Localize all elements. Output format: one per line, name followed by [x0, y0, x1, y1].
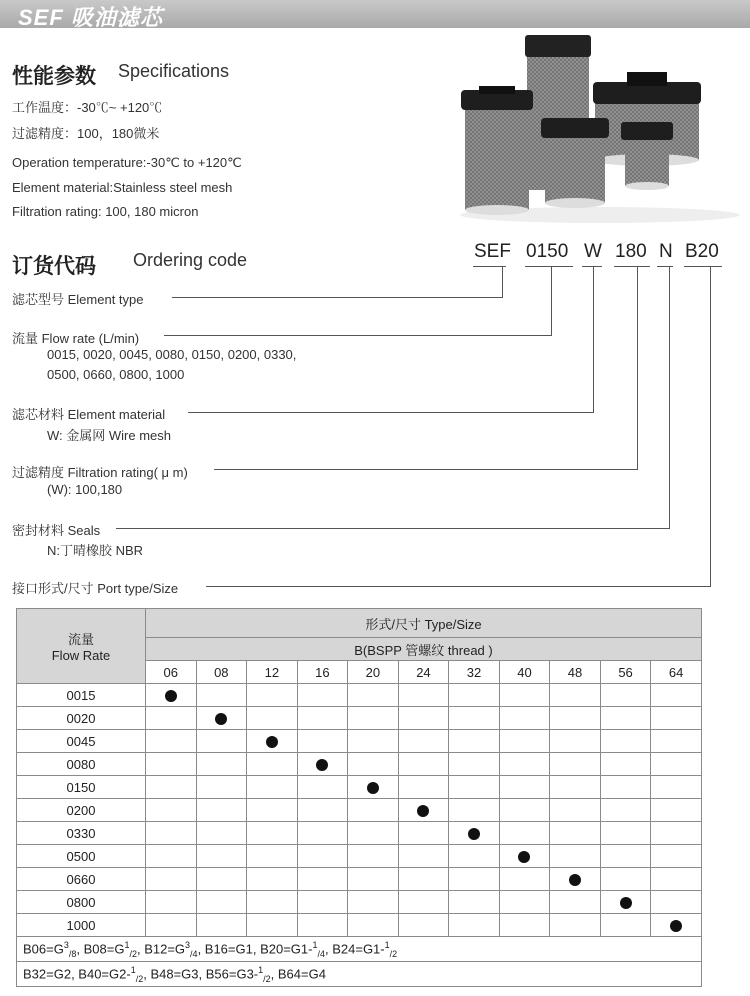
- label-material: 滤芯材料 Element material: [12, 407, 166, 422]
- size-cell: [297, 914, 348, 937]
- size-cell: [297, 845, 348, 868]
- flow-rate-header-en: Flow Rate: [51, 648, 111, 663]
- spec-line: 工作温度：-30℃~ +120℃: [12, 100, 163, 115]
- size-cell: [398, 891, 449, 914]
- code-part-sef: SEF: [474, 241, 511, 262]
- size-cell: [247, 822, 298, 845]
- availability-dot: [367, 782, 379, 794]
- size-cell: [196, 822, 247, 845]
- ordering-title-en: Ordering code: [133, 250, 248, 270]
- connector-line: [551, 266, 552, 335]
- spec-title-en: Specifications: [118, 61, 230, 81]
- size-cell: [550, 707, 601, 730]
- note-text: 1: [130, 964, 136, 975]
- flow-rate-cell: 0660: [17, 868, 146, 891]
- size-cell: [146, 730, 197, 753]
- code-underline: [657, 266, 673, 267]
- size-cell: [348, 799, 399, 822]
- size-cell: [550, 799, 601, 822]
- size-cell: [449, 776, 500, 799]
- thread-note-2: [17, 962, 702, 987]
- label-seals: 密封材料 Seals: [12, 523, 101, 538]
- size-cell: [449, 753, 500, 776]
- size-cell: [297, 707, 348, 730]
- header-bar: [0, 0, 750, 28]
- flow-values: 0500, 0660, 0800, 1000: [47, 367, 185, 382]
- code-part-seal: N: [659, 241, 673, 262]
- flow-rate-cell: 0200: [17, 799, 146, 822]
- size-cell: [600, 730, 651, 753]
- size-header: 40: [499, 661, 550, 684]
- flow-rate-cell: 1000: [17, 914, 146, 937]
- size-header: 12: [247, 661, 298, 684]
- size-cell: [348, 868, 399, 891]
- size-cell: [449, 707, 500, 730]
- note-text: /2: [129, 948, 137, 959]
- connector-line: [593, 266, 594, 412]
- code-part-material: W: [584, 241, 602, 262]
- flow-rate-cell: 0150: [17, 776, 146, 799]
- size-cell: [499, 707, 550, 730]
- size-header: 32: [449, 661, 500, 684]
- table-row: [17, 776, 702, 799]
- size-cell: [196, 753, 247, 776]
- size-cell: [297, 776, 348, 799]
- size-cell: [449, 868, 500, 891]
- table-row: [17, 753, 702, 776]
- size-cell: [499, 730, 550, 753]
- size-cell: [398, 868, 449, 891]
- size-cell: [297, 822, 348, 845]
- note-text: 1: [124, 939, 130, 950]
- size-cell: [398, 914, 449, 937]
- table-row: [17, 845, 702, 868]
- size-cell: [196, 684, 247, 707]
- size-cell: [600, 684, 651, 707]
- size-cell: [499, 868, 550, 891]
- size-cell: [247, 707, 298, 730]
- size-cell: [550, 776, 601, 799]
- note-text: /2: [263, 973, 271, 984]
- size-cell: [398, 684, 449, 707]
- size-cell: [247, 753, 298, 776]
- label-element-type: 滤芯型号 Element type: [12, 292, 144, 307]
- note-text: /4: [190, 948, 198, 959]
- size-cell: [398, 799, 449, 822]
- connector-line: [710, 266, 711, 587]
- flow-rate-cell: 0080: [17, 753, 146, 776]
- code-underline: [614, 266, 650, 267]
- note-text: B32=G2, B40=G2-: [23, 965, 131, 981]
- note-text: , B08=G: [76, 940, 125, 956]
- filter-product-image: [455, 30, 745, 225]
- size-cell: [499, 753, 550, 776]
- size-cell: [348, 684, 399, 707]
- size-cell: [550, 730, 601, 753]
- size-cell: [196, 799, 247, 822]
- table-row: [17, 868, 702, 891]
- size-header: 20: [348, 661, 399, 684]
- connector-line: [637, 266, 638, 469]
- size-cell: [651, 776, 702, 799]
- note-text: , B16=G1, B20=G1-: [197, 940, 313, 956]
- size-cell: [348, 753, 399, 776]
- note-text: 1: [384, 939, 390, 950]
- size-cell: [651, 822, 702, 845]
- table-row: [17, 799, 702, 822]
- size-cell: [196, 776, 247, 799]
- availability-dot: [215, 713, 227, 725]
- size-cell: [348, 822, 399, 845]
- spec-title-cn: 性能参数: [12, 65, 96, 88]
- table-row: [17, 891, 702, 914]
- size-cell: [550, 891, 601, 914]
- size-cell: [247, 845, 298, 868]
- size-cell: [550, 868, 601, 891]
- size-cell: [600, 822, 651, 845]
- size-cell: [146, 753, 197, 776]
- size-cell: [196, 845, 247, 868]
- leader-line: [172, 297, 503, 298]
- note-text: 1: [312, 939, 318, 950]
- availability-dot: [165, 690, 177, 702]
- size-cell: [449, 730, 500, 753]
- size-cell: [247, 868, 298, 891]
- size-cell: [499, 822, 550, 845]
- type-size-header: 形式/尺寸 Type/Size: [146, 609, 702, 638]
- size-cell: [499, 799, 550, 822]
- size-header: 16: [297, 661, 348, 684]
- size-cell: [600, 845, 651, 868]
- size-cell: [600, 799, 651, 822]
- page-title: SEF 吸油滤芯: [18, 5, 163, 30]
- material-value: W: 金属网 Wire mesh: [47, 428, 171, 443]
- note-text: 3: [63, 939, 69, 950]
- size-cell: [146, 707, 197, 730]
- table-row: [17, 914, 702, 937]
- size-cell: [550, 845, 601, 868]
- availability-dot: [316, 759, 328, 771]
- size-cell: [146, 891, 197, 914]
- note-text: , B64=G4: [270, 965, 326, 981]
- code-underline: [525, 266, 573, 267]
- size-cell: [449, 684, 500, 707]
- code-underline: [684, 266, 722, 267]
- size-cell: [348, 845, 399, 868]
- leader-line: [214, 469, 638, 470]
- note-text: , B12=G: [136, 940, 186, 956]
- size-cell: [196, 730, 247, 753]
- size-cell: [348, 730, 399, 753]
- size-cell: [600, 707, 651, 730]
- availability-dot: [266, 736, 278, 748]
- note-text: 3: [185, 939, 191, 950]
- note-text: /8: [68, 948, 77, 959]
- size-cell: [297, 684, 348, 707]
- size-cell: [499, 914, 550, 937]
- size-cell: [297, 891, 348, 914]
- size-header: 06: [146, 661, 197, 684]
- filtration-value: (W): 100,180: [47, 482, 123, 497]
- flow-rate-cell: 0500: [17, 845, 146, 868]
- note-text: 1: [258, 964, 264, 975]
- size-cell: [449, 891, 500, 914]
- size-cell: [600, 914, 651, 937]
- note-text: , B48=G3, B56=G3-: [143, 965, 259, 981]
- availability-dot: [620, 897, 632, 909]
- size-cell: [499, 845, 550, 868]
- size-cell: [398, 707, 449, 730]
- size-cell: [146, 914, 197, 937]
- flow-rate-cell: 0800: [17, 891, 146, 914]
- size-cell: [651, 799, 702, 822]
- seals-value: N:丁晴橡胶 NBR: [47, 543, 144, 558]
- size-cell: [247, 684, 298, 707]
- spec-line: Operation temperature:-30℃ to +120℃: [12, 155, 242, 170]
- size-table: [16, 608, 702, 987]
- size-cell: [247, 799, 298, 822]
- connector-line: [669, 266, 670, 528]
- size-cell: [600, 891, 651, 914]
- note-text: /4: [317, 948, 325, 959]
- leader-line: [164, 335, 552, 336]
- ordering-title-cn: 订货代码: [12, 255, 96, 278]
- size-cell: [499, 776, 550, 799]
- size-cell: [247, 914, 298, 937]
- size-header: 24: [398, 661, 449, 684]
- size-cell: [651, 753, 702, 776]
- size-cell: [146, 799, 197, 822]
- spec-line: Filtration rating: 100, 180 micron: [12, 204, 199, 219]
- code-part-rating: 180: [615, 241, 647, 262]
- code-part-flow: 0150: [526, 241, 569, 262]
- size-cell: [297, 753, 348, 776]
- table-row: [17, 707, 702, 730]
- size-cell: [297, 799, 348, 822]
- size-cell: [196, 891, 247, 914]
- size-cell: [146, 822, 197, 845]
- size-cell: [348, 776, 399, 799]
- size-cell: [146, 684, 197, 707]
- size-header: 64: [651, 661, 702, 684]
- leader-line: [116, 528, 670, 529]
- size-cell: [600, 868, 651, 891]
- size-cell: [196, 914, 247, 937]
- size-cell: [196, 868, 247, 891]
- flow-rate-cell: 0015: [17, 684, 146, 707]
- label-flow-rate: 流量 Flow rate (L/min): [12, 331, 140, 346]
- size-cell: [196, 707, 247, 730]
- size-cell: [247, 891, 298, 914]
- size-header: 08: [196, 661, 247, 684]
- code-underline: [582, 266, 602, 267]
- label-port: 接口形式/尺寸 Port type/Size: [12, 581, 179, 596]
- size-cell: [449, 914, 500, 937]
- size-header: 48: [550, 661, 601, 684]
- size-cell: [651, 684, 702, 707]
- size-cell: [146, 776, 197, 799]
- connector-line: [502, 266, 503, 297]
- size-cell: [499, 684, 550, 707]
- note-text: B06=G: [23, 940, 64, 956]
- size-cell: [550, 822, 601, 845]
- availability-dot: [569, 874, 581, 886]
- size-cell: [651, 868, 702, 891]
- size-cell: [348, 891, 399, 914]
- thread-header: B(BSPP 管螺纹 thread ): [146, 638, 702, 661]
- table-row: [17, 730, 702, 753]
- note-text: , B24=G1-: [325, 940, 385, 956]
- flow-rate-cell: 0330: [17, 822, 146, 845]
- size-cell: [499, 891, 550, 914]
- label-filtration: 过滤精度 Filtration rating( μ m): [12, 465, 188, 480]
- leader-line: [206, 586, 711, 587]
- spec-line: Element material:Stainless steel mesh: [12, 180, 233, 195]
- availability-dot: [518, 851, 530, 863]
- availability-dot: [670, 920, 682, 932]
- code-part-port: B20: [685, 241, 719, 262]
- size-cell: [398, 730, 449, 753]
- size-cell: [398, 753, 449, 776]
- leader-line: [188, 412, 594, 413]
- note-text: /2: [135, 973, 144, 984]
- flow-rate-cell: 0020: [17, 707, 146, 730]
- size-cell: [449, 822, 500, 845]
- flow-values: 0015, 0020, 0045, 0080, 0150, 0200, 0330,: [47, 347, 297, 362]
- size-cell: [398, 776, 449, 799]
- table-row: [17, 822, 702, 845]
- note-text: /2: [389, 948, 398, 959]
- size-header: 56: [600, 661, 651, 684]
- size-cell: [146, 868, 197, 891]
- size-cell: [247, 730, 298, 753]
- size-cell: [449, 845, 500, 868]
- size-cell: [550, 753, 601, 776]
- size-cell: [651, 914, 702, 937]
- flow-rate-header: [17, 609, 146, 684]
- spec-line: 过滤精度：100，180微米: [12, 126, 160, 141]
- size-cell: [600, 753, 651, 776]
- availability-dot: [468, 828, 480, 840]
- size-cell: [247, 776, 298, 799]
- size-cell: [449, 799, 500, 822]
- flow-rate-header-cn: 流量: [67, 632, 94, 647]
- thread-note-1: [17, 937, 702, 962]
- size-cell: [651, 730, 702, 753]
- size-cell: [651, 707, 702, 730]
- availability-dot: [417, 805, 429, 817]
- size-cell: [651, 891, 702, 914]
- size-cell: [550, 914, 601, 937]
- size-cell: [651, 845, 702, 868]
- size-cell: [348, 914, 399, 937]
- size-cell: [348, 707, 399, 730]
- size-cell: [398, 845, 449, 868]
- size-cell: [600, 776, 651, 799]
- size-cell: [297, 730, 348, 753]
- size-cell: [297, 868, 348, 891]
- flow-rate-cell: 0045: [17, 730, 146, 753]
- size-cell: [398, 822, 449, 845]
- size-cell: [550, 684, 601, 707]
- table-row: [17, 684, 702, 707]
- size-cell: [146, 845, 197, 868]
